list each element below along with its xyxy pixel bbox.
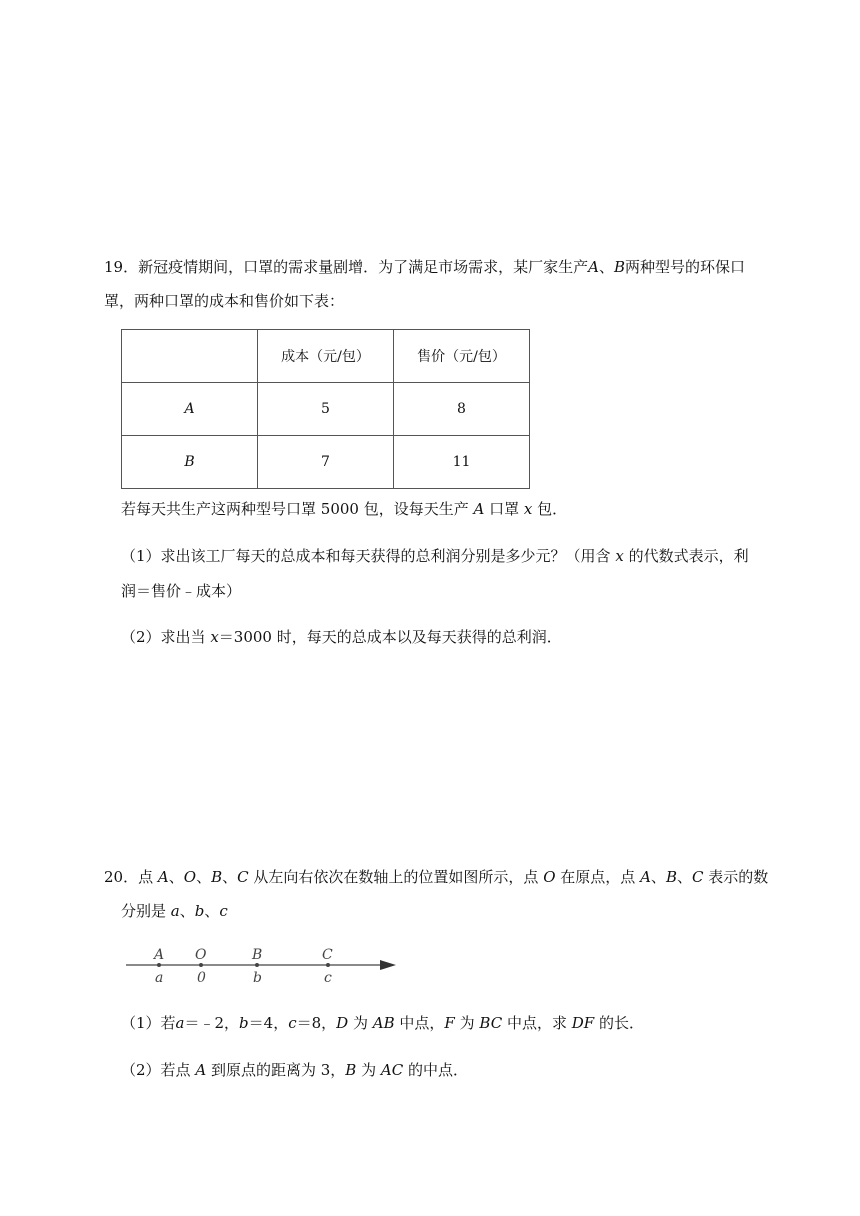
q19-part-2: （2）求出当 x＝3000 时，每天的总成本以及每天获得的总利润． — [121, 628, 562, 646]
price-cell: 8 — [394, 383, 530, 436]
q19-part-1: （1）求出该工厂每天的总成本和每天获得的总利润分别是多少元？（用含 x 的代数式表示，利 — [121, 547, 749, 565]
cost-price-table — [121, 329, 530, 489]
point-label-B: B — [252, 947, 263, 963]
table-row — [122, 383, 530, 436]
point-value-b: b — [253, 970, 262, 986]
point-label-C: C — [322, 947, 333, 963]
point-label-A: A — [154, 947, 165, 963]
price-cell: 11 — [394, 436, 530, 489]
q20-part-2: （2）若点 A 到原点的距离为 3，B 为 AC 的中点． — [121, 1061, 468, 1079]
cost-cell: 5 — [258, 383, 394, 436]
q19-condition: 若每天共生产这两种型号口罩 5000 包，设每天生产 A 口罩 x 包． — [121, 500, 568, 518]
q19-part-1-cont: 润＝售价﹣成本） — [121, 582, 242, 600]
table-header-cell: 成本（元/包） — [258, 330, 394, 383]
point-c-dot — [326, 963, 330, 967]
table-header-cell — [122, 330, 258, 383]
q20-part-1: （1）若a＝﹣2，b＝4，c＝8，D 为 AB 中点，F 为 BC 中点，求 DF 的长． — [121, 1014, 645, 1032]
q20-line-1: 20．点 A、O、B、C 从左向右依次在数轴上的位置如图所示，点 O 在原点，点 A、B、C 表示的数 — [104, 868, 769, 886]
row-label: A — [122, 383, 258, 436]
table-header-row — [122, 330, 530, 383]
q19-line-1: 19．新冠疫情期间，口罩的需求量剧增．为了满足市场需求，某厂家生产A、B两种型号的环保口 — [104, 258, 746, 276]
row-label: B — [122, 436, 258, 489]
point-value-a: a — [155, 970, 164, 986]
point-value-c: c — [324, 970, 332, 986]
point-value-0: 0 — [197, 970, 206, 986]
point-a-dot — [157, 963, 161, 967]
q20-line-2: 分别是 a、b、c — [121, 902, 228, 920]
point-o-dot — [199, 963, 203, 967]
q19-line-2: 罩，两种口罩的成本和售价如下表： — [104, 292, 345, 310]
point-label-O: O — [195, 947, 207, 963]
point-b-dot — [255, 963, 259, 967]
table-header-cell: 售价（元/包） — [394, 330, 530, 383]
number-line-figure — [118, 940, 408, 990]
arrow-head-icon — [380, 960, 396, 970]
cost-cell: 7 — [258, 436, 394, 489]
table-row — [122, 436, 530, 489]
